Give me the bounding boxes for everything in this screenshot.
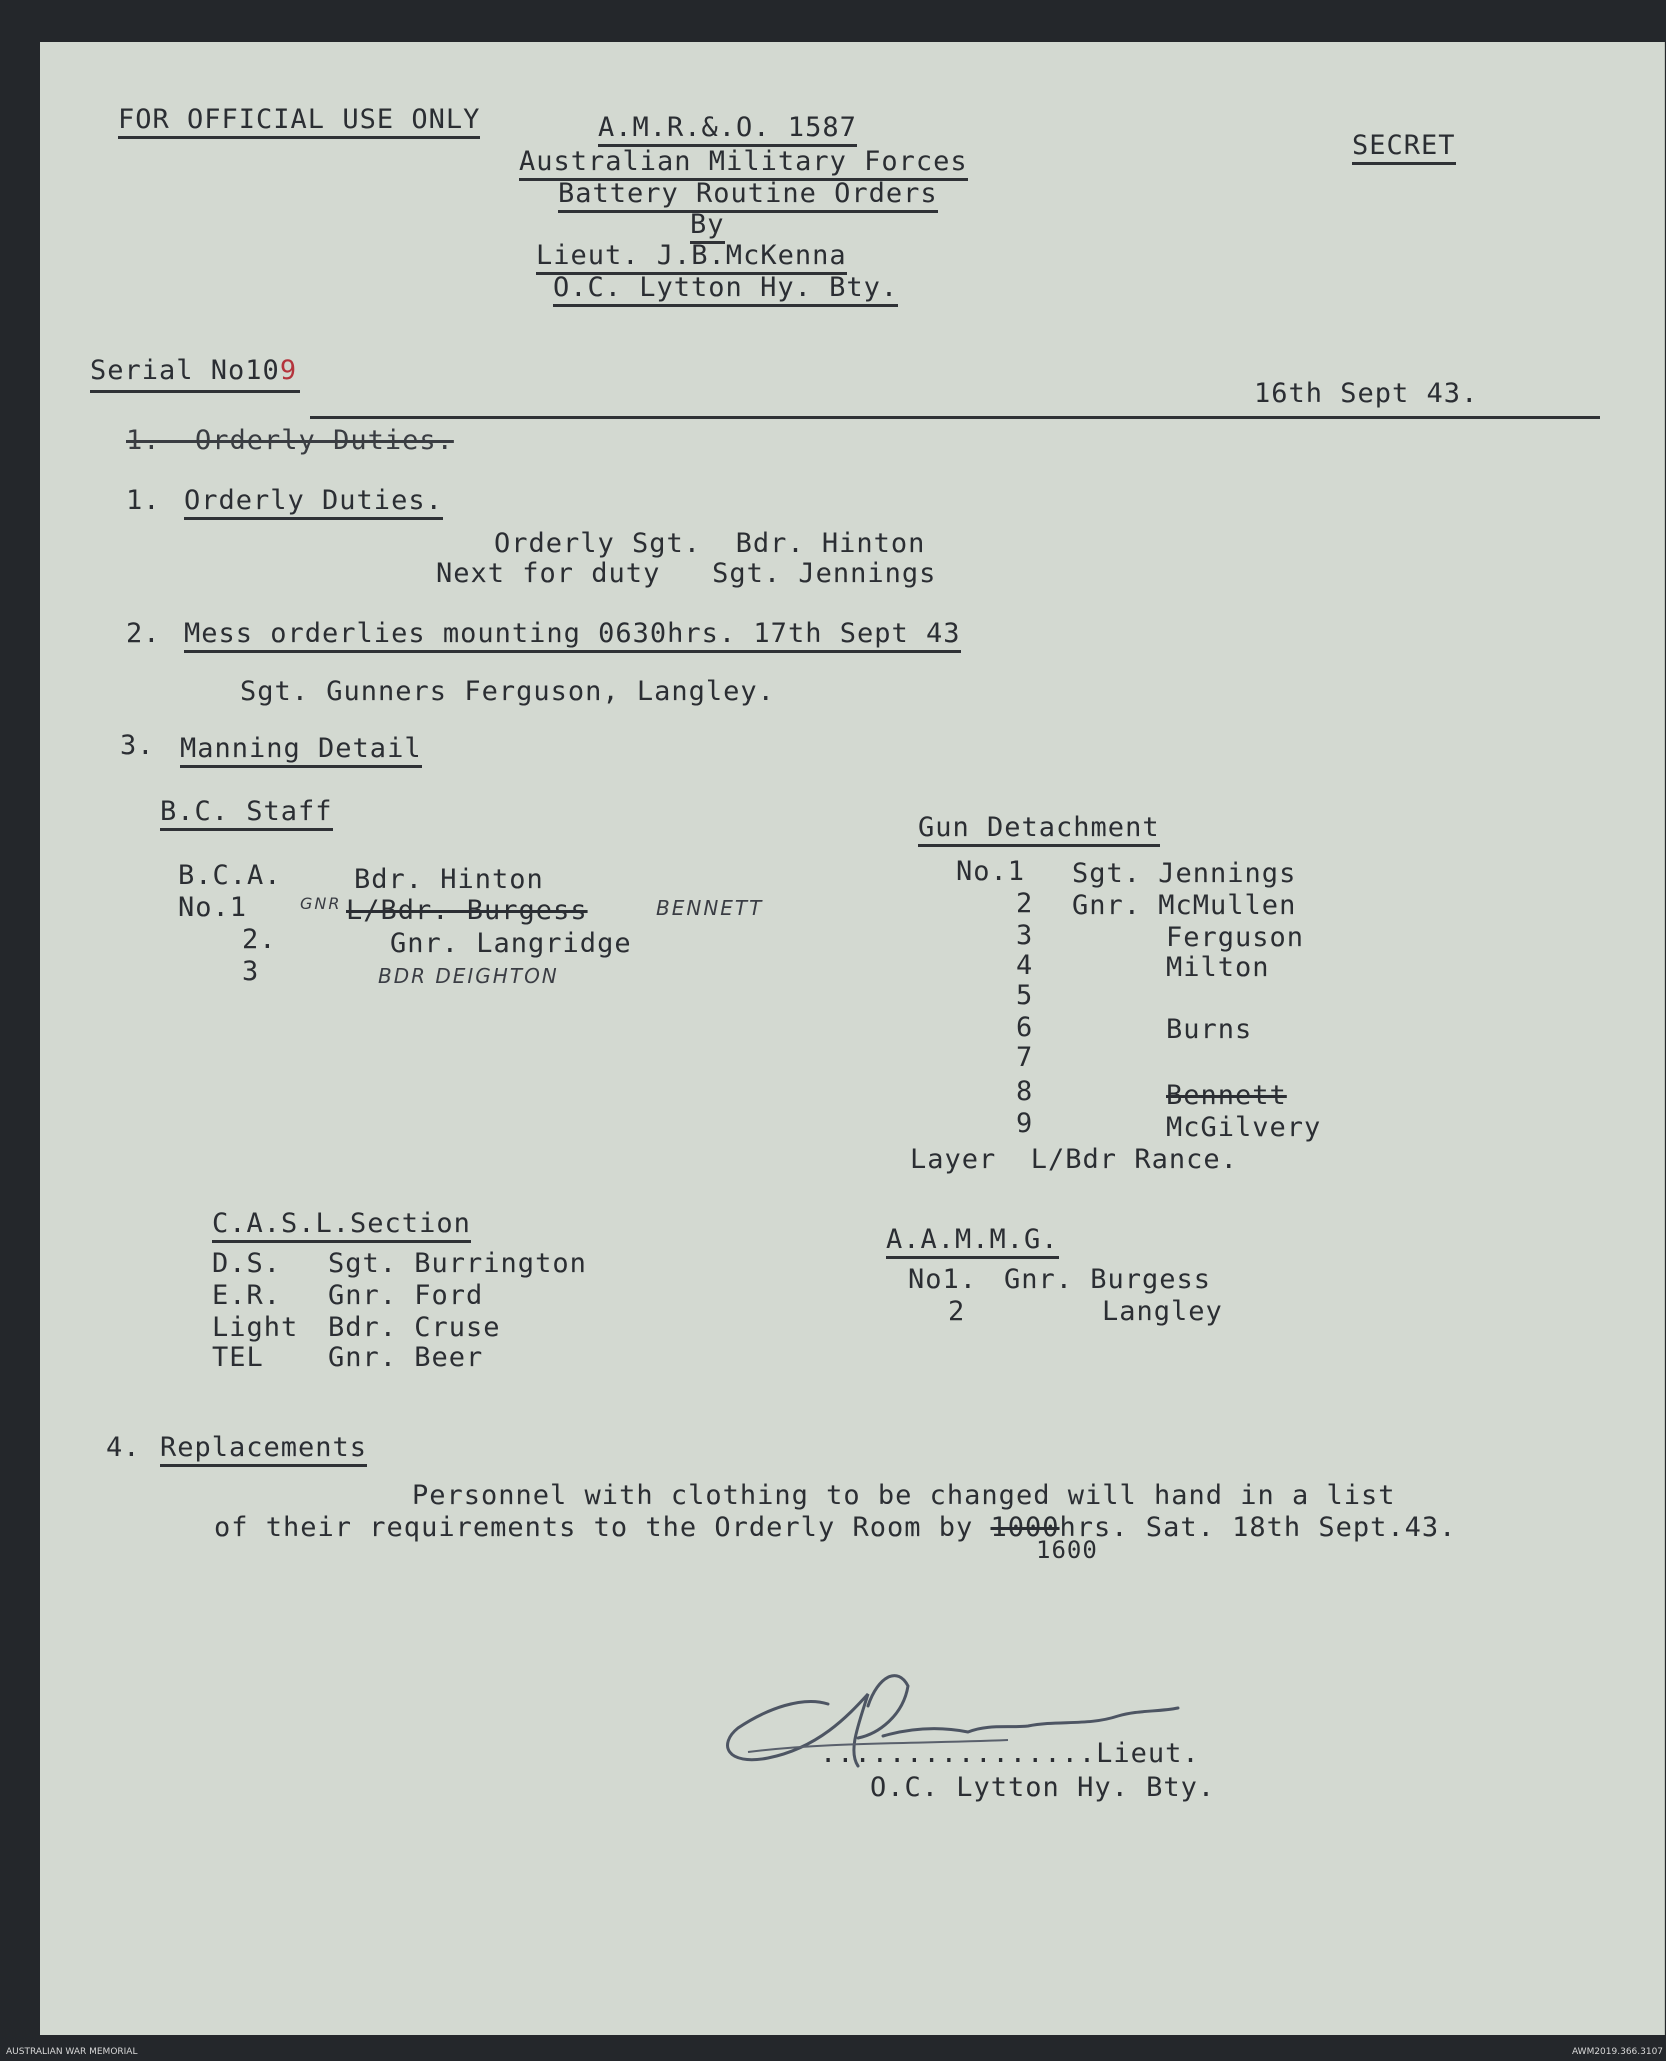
time-correction: 1600: [1036, 1536, 1098, 1564]
footer-left: AUSTRALIAN WAR MEMORIAL: [6, 2047, 138, 2057]
casl-section-title: C.A.S.L.Section: [212, 1208, 471, 1243]
gun-row-7-no: 7: [1016, 1042, 1034, 1073]
serial-rule-long: [310, 416, 1600, 419]
struck-time: 1000: [990, 1512, 1060, 1543]
orders-title: Battery Routine Orders: [558, 178, 938, 213]
issuing-unit: O.C. Lytton Hy. Bty.: [553, 272, 898, 307]
casl-row-4-pos: TEL: [212, 1342, 264, 1373]
gun-row-1-name: Sgt. Jennings: [1072, 858, 1297, 889]
bc-staff-title: B.C. Staff: [160, 796, 333, 831]
section-1-number: 1.: [126, 485, 161, 516]
section-2-number: 2.: [126, 618, 161, 649]
gun-row-1-no: No.1: [956, 856, 1026, 887]
section-3-title: Manning Detail: [180, 733, 422, 768]
mess-orderlies-names: Sgt. Gunners Ferguson, Langley.: [240, 676, 775, 707]
aammg-row-2-no: 2: [948, 1296, 966, 1327]
gun-row-4-name: Milton: [1166, 952, 1270, 983]
casl-row-2-name: Gnr. Ford: [328, 1280, 484, 1311]
gun-row-2-name: Gnr. McMullen: [1072, 890, 1297, 921]
gun-row-3-name: Ferguson: [1166, 922, 1305, 953]
section-3-number: 3.: [120, 730, 155, 761]
bc-row-2-struck-name: L/Bdr. Burgess: [346, 895, 588, 926]
gun-row-6-no: 6: [1016, 1012, 1034, 1043]
next-for-duty-line: Next for duty Sgt. Jennings: [436, 558, 937, 589]
gun-layer-line: Layer L/Bdr Rance.: [910, 1144, 1238, 1175]
casl-row-4-name: Gnr. Beer: [328, 1342, 484, 1373]
gun-row-3-no: 3: [1016, 920, 1034, 951]
casl-row-2-pos: E.R.: [212, 1280, 282, 1311]
gun-row-5-no: 5: [1016, 980, 1034, 1011]
section-2-title: Mess orderlies mounting 0630hrs. 17th Sept 43: [184, 618, 961, 653]
gun-row-9-name: McGilvery: [1166, 1112, 1322, 1143]
forces-title: Australian Military Forces: [519, 146, 968, 181]
bc-row-4-position: 3: [242, 956, 260, 987]
bc-row-3-name: Gnr. Langridge: [390, 928, 632, 959]
footer-right: AWM2019.366.3107: [1572, 2047, 1664, 2057]
by-label: By: [690, 209, 725, 244]
official-use-label: FOR OFFICIAL USE ONLY: [118, 104, 480, 139]
section-4-number: 4.: [106, 1432, 141, 1463]
security-classification: SECRET: [1352, 130, 1456, 165]
aammg-row-1-no: No1.: [908, 1264, 978, 1295]
casl-row-1-pos: D.S.: [212, 1248, 282, 1279]
replacements-line-2: of their requirements to the Orderly Room by 1000hrs. Sat. 18th Sept.43.: [214, 1512, 1457, 1543]
serial-rule: [90, 390, 300, 393]
aammg-title: A.A.M.M.G.: [886, 1224, 1059, 1259]
bc-row-2-position: No.1: [178, 892, 248, 923]
bc-row-2-handwritten-rank: GNR: [300, 894, 342, 913]
serial-handwritten-digit: 9: [279, 355, 298, 386]
casl-row-1-name: Sgt. Burrington: [328, 1248, 587, 1279]
document-date: 16th Sept 43.: [1254, 378, 1479, 409]
orderly-sgt-line: Orderly Sgt. Bdr. Hinton: [494, 528, 926, 559]
casl-row-3-pos: Light: [212, 1312, 299, 1343]
gun-row-4-no: 4: [1016, 950, 1034, 981]
amro-reference: A.M.R.&.O. 1587: [598, 112, 857, 147]
signature-unit: O.C. Lytton Hy. Bty.: [870, 1772, 1216, 1803]
signature-line: ................Lieut.: [820, 1738, 1200, 1769]
bc-row-4-handwritten-name: BDR DEIGHTON: [378, 964, 559, 988]
replacements-line-1: Personnel with clothing to be changed will hand in a list: [412, 1480, 1396, 1511]
gun-detachment-title: Gun Detachment: [918, 812, 1160, 847]
struck-heading: 1. Orderly Duties.: [126, 425, 454, 456]
aammg-row-1-name: Gnr. Burgess: [1004, 1264, 1212, 1295]
gun-row-8-struck-name: Bennett: [1166, 1080, 1287, 1111]
bc-row-1-name: Bdr. Hinton: [354, 864, 544, 895]
casl-row-3-name: Bdr. Cruse: [328, 1312, 501, 1343]
aammg-row-2-name: Langley: [1102, 1296, 1223, 1327]
serial-number: Serial No109: [90, 355, 298, 386]
bc-row-2-handwritten-name: BENNETT: [656, 896, 764, 920]
gun-row-2-no: 2: [1016, 888, 1034, 919]
gun-row-9-no: 9: [1016, 1108, 1034, 1139]
bc-row-3-position: 2.: [242, 924, 277, 955]
section-4-title: Replacements: [160, 1432, 367, 1467]
gun-row-8-no: 8: [1016, 1076, 1034, 1107]
bc-row-1-position: B.C.A.: [178, 860, 282, 891]
section-1-title: Orderly Duties.: [184, 485, 443, 520]
gun-row-6-name: Burns: [1166, 1014, 1253, 1045]
issuing-officer: Lieut. J.B.McKenna: [536, 240, 847, 275]
